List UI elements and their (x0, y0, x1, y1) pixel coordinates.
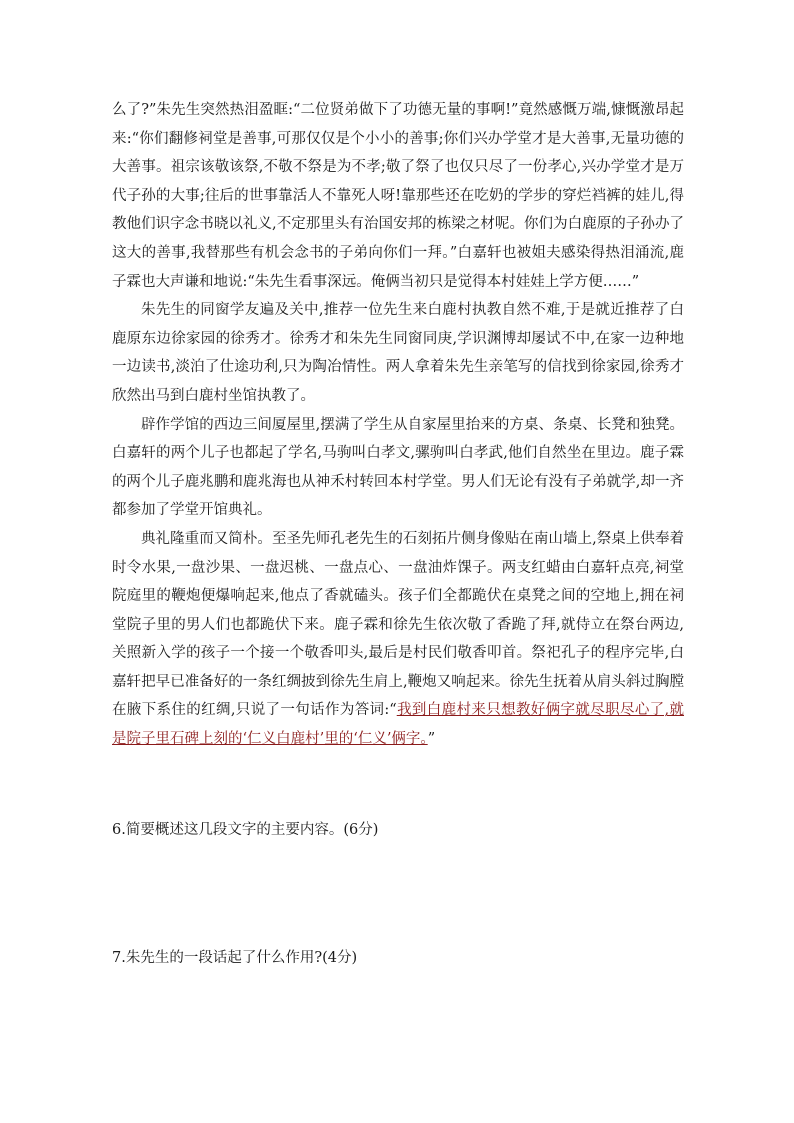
paragraph-3: 辟作学馆的西边三间厦屋里,摆满了学生从自家屋里抬来的方桌、条桌、长凳和独凳。白嘉轩的两个儿子也都起了学名,马驹叫白孝文,骡驹叫白孝武,他们自然坐在里边。鹿子霖的两个儿子鹿兆鹏和鹿兆海也从神禾村转回本村学堂。男人们无论有没有子弟就学,却一齐都参加了学堂开馆典礼。 (112, 416, 684, 519)
paragraph-2: 朱先生的同窗学友遍及关中,推荐一位先生来白鹿村执教自然不难,于是就近推荐了白鹿原东边徐家园的徐秀才。徐秀才和朱先生同窗同庚,学识渊博却屡试不中,在家一边种地一边读书,淡泊了仕途功利,只为陶冶情性。两人拿着朱先生亲笔写的信找到徐家园,徐秀才欣然出马到白鹿村坐馆执教了。 (112, 302, 684, 404)
paragraph-4-text: 典礼隆重而又简朴。至圣先师孔老先生的石刻拓片侧身像贴在南山墙上,祭桌上供奉着时令水果,一盘沙果、一盘迟桃、一盘点心、一盘油炸馃子。两支红蜡由白嘉轩点亮,祠堂院庭里的鞭炮便爆响起来,他点了香就磕头。孩子们全都跪伏在桌凳之间的空地上,拥在祠堂院子里的男人们也都跪伏下来。鹿子霖和徐先生依次敬了香跪了拜,就侍立在祭台两边,关照新入学的孩子一个接一个敬香叩头,最后是村民们敬香叩首。祭祀孔子的程序完毕,白嘉轩把早已准备好的一条红绸披到徐先生肩上,鞭炮又响起来。徐先生抚着从肩头斜过胸膛在腋下系住的红绸,只说了一句话作为答词:“ (112, 530, 684, 719)
underlined-quote: 我到白鹿村来只想教好俩字就尽职尽心了,就是院子里石碑上刻的‘仁义白鹿村’里的‘仁义’俩字。 (112, 702, 684, 748)
paragraph-4 (112, 525, 684, 754)
paragraph-1: 么了?”朱先生突然热泪盈眶:“二位贤弟做下了功德无量的事啊!”竟然感慨万端,慷慨激昂起来:“你们翻修祠堂是善事,可那仅仅是个小小的善事;你们兴办学堂才是大善事,无量功德的大善事。祖宗该敬该祭,不敬不祭是为不孝;敬了祭了也仅只尽了一份孝心,兴办学堂才是万代子孙的大事;往后的世事靠活人不靠死人呀!靠那些还在吃奶的学步的穿烂裆裤的娃儿,得教他们识字念书晓以礼义,不定那里头有治国安邦的栋梁之材呢。你们为白鹿原的子孙办了这大的善事,我替那些有机会念书的子弟向你们一拜。”白嘉轩也被姐夫感染得热泪涌流,鹿子霖也大声谦和地说:“朱先生看事深远。俺俩当初只是觉得本村娃娃上学方便……” (112, 102, 684, 290)
paragraph-4-tail: ” (427, 731, 436, 748)
question-6: 6.简要概述这几段文字的主要内容。(6分) (112, 822, 379, 838)
passage (112, 96, 684, 754)
question-7: 7.朱先生的一段话起了什么作用?(4分) (112, 950, 358, 966)
